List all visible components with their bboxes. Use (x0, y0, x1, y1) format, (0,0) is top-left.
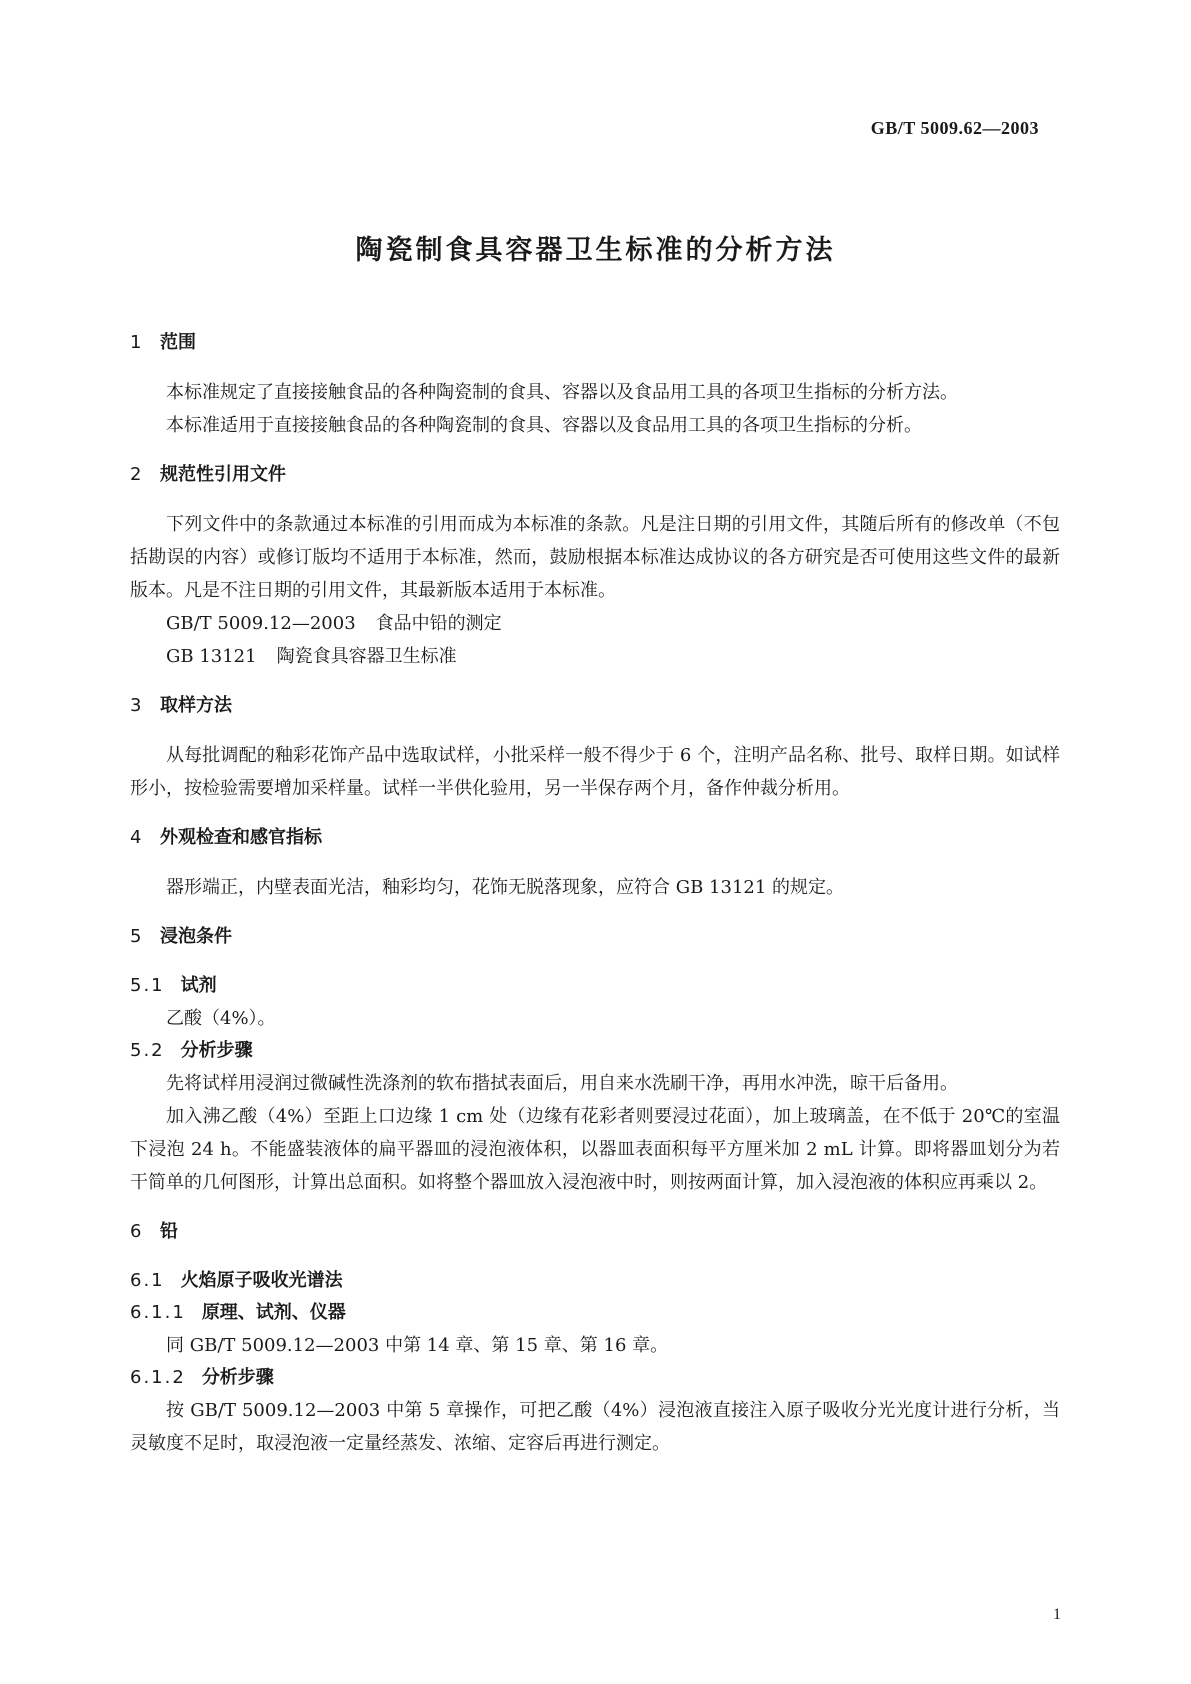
section-number: 4 (130, 827, 142, 848)
paragraph: 先将试样用浸润过微碱性洗涤剂的软布揩拭表面后，用自来水洗刷干净，再用水冲洗，晾干后备用。 (166, 1073, 958, 1094)
subsection-5-1-heading (130, 970, 1060, 1002)
paragraph: 下列文件中的条款通过本标准的引用而成为本标准的条款。凡是注日期的引用文件，其随后所有的修改单（不包括勘误的内容）或修订版均不适用于本标准，然而，鼓励根据本标准达成协议的各方研究是否可使用这些文件的最新版本。凡是不注日期的引用文件，其最新版本适用于本标准。 (130, 514, 1060, 601)
section-title: 规范性引用文件 (160, 464, 286, 485)
section-number: 5 (130, 926, 142, 947)
section-number: 2 (130, 464, 142, 485)
paragraph: 同 GB/T 5009.12—2003 中第 14 章、第 15 章、第 16 章。 (166, 1335, 669, 1356)
section-title: 浸泡条件 (160, 926, 232, 947)
subsection-title: 分析步骤 (180, 1040, 253, 1061)
subsection-title: 原理、试剂、仪器 (201, 1302, 346, 1323)
section-4-heading (130, 823, 1060, 853)
paragraph: 本标准规定了直接接触食品的各种陶瓷制的食具、容器以及食品用工具的各项卫生指标的分析方法。 (166, 382, 958, 403)
section-number: 6 (130, 1221, 142, 1242)
subsection-title: 火焰原子吸收光谱法 (180, 1270, 343, 1291)
subsection-number: 6.1.2 (130, 1367, 186, 1388)
document-title: 陶瓷制食具容器卫生标准的分析方法 (355, 235, 836, 266)
subsection-title: 分析步骤 (201, 1367, 274, 1388)
subsection-number: 5.1 (130, 975, 165, 996)
paragraph: 从每批调配的釉彩花饰产品中选取试样，小批采样一般不得少于 6 个，注明产品名称、批号、取样日期。如试样形小，按检验需要增加采样量。试样一半供化验用，另一半保存两个月，备作仲裁分析用。 (130, 745, 1060, 799)
subsection-6-1-heading (130, 1265, 1060, 1297)
subsection-number: 6.1.1 (130, 1302, 186, 1323)
section-1-heading (130, 328, 1060, 358)
subsection-number: 6.1 (130, 1270, 165, 1291)
subsection-6-1-2-heading (130, 1362, 1060, 1394)
page-number: 1 (1053, 1606, 1061, 1623)
reference-code: GB/T 5009.12—2003 (166, 613, 356, 634)
reference-item (130, 640, 1060, 673)
reference-code: GB 13121 (166, 646, 257, 667)
reference-title: 陶瓷食具容器卫生标准 (276, 646, 457, 667)
subsection-6-1-1-heading (130, 1297, 1060, 1329)
paragraph: 本标准适用于直接接触食品的各种陶瓷制的食具、容器以及食品用工具的各项卫生指标的分析。 (166, 415, 922, 436)
subsection-title: 试剂 (180, 975, 217, 996)
reference-title: 食品中铅的测定 (375, 613, 502, 634)
document-body (130, 328, 1060, 1460)
paragraph: 按 GB/T 5009.12—2003 中第 5 章操作，可把乙酸（4%）浸泡液直接注入原子吸收分光光度计进行分析，当灵敏度不足时，取浸泡液一定量经蒸发、浓缩、定容后再进行测定。 (130, 1400, 1060, 1454)
subsection-number: 5.2 (130, 1040, 165, 1061)
standard-code: GB/T 5009.62—2003 (870, 118, 1039, 138)
paragraph: 乙酸（4%）。 (166, 1008, 276, 1029)
section-title: 外观检查和感官指标 (160, 827, 322, 848)
section-number: 3 (130, 695, 142, 716)
section-6-heading (130, 1217, 1060, 1247)
reference-item (130, 607, 1060, 640)
paragraph: 器形端正，内壁表面光洁，釉彩均匀，花饰无脱落现象，应符合 GB 13121 的规定。 (166, 877, 845, 898)
section-2-heading (130, 460, 1060, 490)
paragraph: 加入沸乙酸（4%）至距上口边缘 1 cm 处（边缘有花彩者则要浸过花面），加上玻璃盖，在不低于 20℃的室温下浸泡 24 h。不能盛装液体的扁平器皿的浸泡液体积，以器皿表面积每平方厘米加 2 mL 计算。即将器皿划分为若干简单的几何图形，计算出总面积。如将整个器皿放入浸泡液中时，则按两面计算，加入浸泡液的体积应再乘以 2。 (130, 1106, 1060, 1193)
section-3-heading (130, 691, 1060, 721)
section-number: 1 (130, 332, 142, 353)
subsection-5-2-heading (130, 1035, 1060, 1067)
section-title: 取样方法 (160, 695, 232, 716)
section-title: 铅 (160, 1221, 178, 1242)
section-title: 范围 (160, 332, 196, 353)
section-5-heading (130, 922, 1060, 952)
